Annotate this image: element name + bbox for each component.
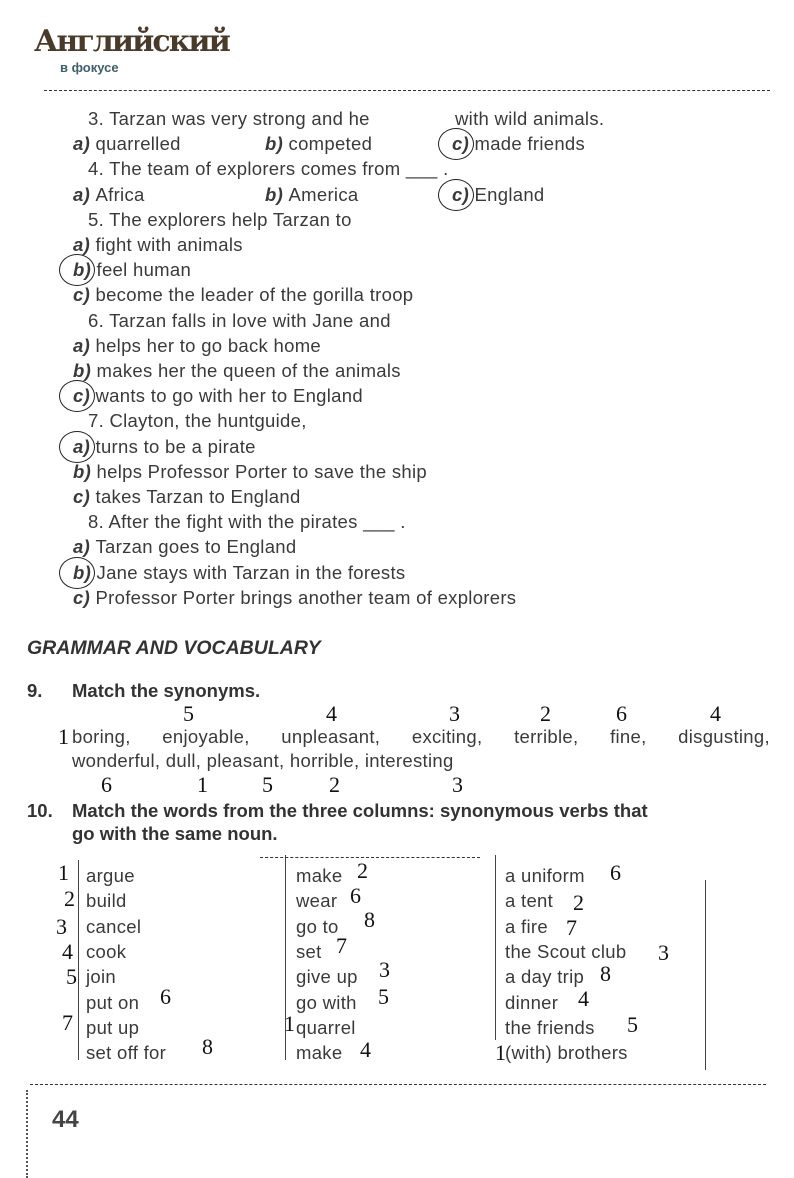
synonyms-line-2: wonderful, dull, pleasant, horrible, interesting xyxy=(72,750,454,771)
handwritten-number: 7 xyxy=(566,915,577,940)
option-letter: b) xyxy=(265,183,289,205)
option-text: takes Tarzan to England xyxy=(95,486,301,507)
footer-rule xyxy=(30,1084,766,1085)
question-text: 4. The team of explorers comes from ___ . xyxy=(88,158,449,180)
option-letter: b) xyxy=(73,561,97,583)
column-word: a uniform xyxy=(505,865,585,886)
handwritten-number: 4 xyxy=(360,1037,371,1062)
option-text: America xyxy=(288,183,359,205)
answer-option xyxy=(73,234,243,255)
answer-option xyxy=(73,360,401,381)
option-text: wants to go with her to England xyxy=(95,385,363,407)
option-text: helps her to go back home xyxy=(95,334,322,356)
column-divider xyxy=(705,880,706,1070)
answer-circle xyxy=(59,557,95,589)
question-text-end: with wild animals. xyxy=(455,108,605,129)
answer-option xyxy=(73,587,516,608)
handwritten-number: 5 xyxy=(183,701,194,726)
section-heading: GRAMMAR AND VOCABULARY xyxy=(27,637,321,659)
option-text: become the leader of the gorilla troop xyxy=(95,284,414,306)
answer-circle xyxy=(59,431,95,463)
answer-circle xyxy=(438,179,474,211)
handwritten-number: 6 xyxy=(101,772,112,797)
option-letter: a) xyxy=(73,133,96,155)
column-word: give up xyxy=(296,966,358,988)
handwritten-number: 5 xyxy=(378,984,389,1009)
option-letter: b) xyxy=(73,259,97,281)
synonym-word: disgusting, xyxy=(678,726,770,747)
option-text: competed xyxy=(288,133,373,155)
answer-circle xyxy=(59,254,95,286)
handwritten-number: 6 xyxy=(350,883,361,908)
column-word: go to xyxy=(296,915,339,937)
handwritten-number: 4 xyxy=(326,701,337,726)
option-letter: a) xyxy=(73,435,96,457)
column-word: cancel xyxy=(86,915,142,937)
answer-circle xyxy=(438,128,474,160)
option-text: makes her the queen of the animals xyxy=(96,360,401,381)
option-text: fight with animals xyxy=(95,234,243,255)
question-text: 8. After the fight with the pirates ___ . xyxy=(88,511,406,533)
column-word: build xyxy=(86,890,127,912)
task10-title-2: go with the same noun. xyxy=(72,823,278,844)
question-text: 7. Clayton, the huntguide, xyxy=(88,410,307,432)
column-word: quarrel xyxy=(296,1016,356,1038)
column-word: a fire xyxy=(505,915,548,937)
handwritten-number: 3 xyxy=(379,957,390,982)
question-text: 3. Tarzan was very strong and he xyxy=(88,108,370,129)
option-letter: c) xyxy=(73,586,96,608)
handwritten-number: 3 xyxy=(56,914,67,939)
column-word: set xyxy=(296,940,322,962)
column-word: a day trip xyxy=(505,966,585,988)
answer-option xyxy=(73,562,405,583)
handwritten-number: 8 xyxy=(202,1034,213,1059)
handwritten-number: 2 xyxy=(329,772,340,797)
option-letter: b) xyxy=(265,133,289,155)
answer-option xyxy=(73,284,413,305)
handwritten-number: 5 xyxy=(66,964,77,989)
handwritten-number: 3 xyxy=(658,940,669,965)
option-text: quarrelled xyxy=(95,133,181,155)
question-text: 6. Tarzan falls in love with Jane and xyxy=(88,309,391,331)
answer-option xyxy=(73,536,297,557)
option-letter: a) xyxy=(73,536,96,558)
task10-number: 10. xyxy=(27,800,53,821)
option-letter: c) xyxy=(452,183,475,205)
column-word: (with) brothers xyxy=(505,1042,628,1064)
option-text: Africa xyxy=(95,183,145,205)
column-divider xyxy=(78,860,79,1060)
handwritten-number: 4 xyxy=(62,939,73,964)
column-word: put on xyxy=(86,991,140,1013)
synonym-word: unpleasant, xyxy=(281,726,381,747)
synonym-word: terrible, xyxy=(514,726,579,747)
column-word: make xyxy=(296,1042,343,1064)
column-word: argue xyxy=(86,865,135,886)
option-text: made friends xyxy=(474,133,586,155)
margin-dots xyxy=(26,1090,28,1178)
handwritten-number: 1 xyxy=(197,772,208,797)
logo-subtitle: в фокусе xyxy=(60,60,119,75)
option-letter: c) xyxy=(73,385,96,407)
handwritten-number: 6 xyxy=(616,701,627,726)
column-word: make xyxy=(296,865,343,886)
handwritten-number: 8 xyxy=(364,907,375,932)
column-word: wear xyxy=(296,890,338,912)
page-number: 44 xyxy=(52,1106,79,1133)
handwritten-number: 7 xyxy=(336,933,347,958)
task9-number: 9. xyxy=(27,680,43,701)
option-text: Professor Porter brings another team of explorers xyxy=(95,586,517,608)
option-letter: a) xyxy=(73,234,96,255)
synonym-word: exciting, xyxy=(411,726,483,747)
handwritten-number: 1 xyxy=(495,1040,506,1065)
option-letter: c) xyxy=(73,486,96,507)
answer-option xyxy=(265,184,358,205)
column-word: dinner xyxy=(505,991,559,1013)
option-letter: b) xyxy=(73,460,97,482)
handwritten-number: 3 xyxy=(452,772,463,797)
option-letter: a) xyxy=(73,183,96,205)
handwritten-number: 2 xyxy=(540,701,551,726)
option-text: Tarzan goes to England xyxy=(95,536,297,558)
logo-title: Английский xyxy=(34,24,229,59)
handwritten-number: 1 xyxy=(58,860,69,885)
handwritten-number: 1 xyxy=(284,1011,295,1036)
handwritten-number: 6 xyxy=(610,860,621,885)
handwritten-number: 4 xyxy=(710,701,721,726)
handwritten-number: 3 xyxy=(449,701,460,726)
table-top-rule xyxy=(260,857,480,858)
answer-option xyxy=(73,436,256,457)
option-letter: b) xyxy=(73,360,97,381)
handwritten-number: 2 xyxy=(573,890,584,915)
column-word: cook xyxy=(86,940,127,962)
handwritten-number: 2 xyxy=(357,858,368,883)
synonyms-line-1 xyxy=(72,726,770,747)
synonym-word: boring, xyxy=(72,726,131,747)
column-divider xyxy=(495,855,496,1040)
answer-option xyxy=(73,461,427,482)
answer-option xyxy=(73,133,181,154)
option-letter: a) xyxy=(73,334,96,356)
answer-option xyxy=(265,133,372,154)
answer-option xyxy=(73,335,321,356)
task9-title: Match the synonyms. xyxy=(72,680,261,701)
column-word: set off for xyxy=(86,1042,167,1064)
header-rule xyxy=(44,90,770,91)
column-word: join xyxy=(86,966,116,988)
answer-circle xyxy=(59,380,95,412)
answer-option xyxy=(73,486,301,507)
option-letter: c) xyxy=(452,133,475,155)
option-letter: c) xyxy=(73,284,96,306)
option-text: Jane stays with Tarzan in the forests xyxy=(96,561,406,583)
synonym-word: fine, xyxy=(610,726,647,747)
option-text: feel human xyxy=(96,259,192,281)
column-word: the Scout club xyxy=(505,940,627,962)
handwritten-number: 8 xyxy=(600,961,611,986)
handwritten-number: 5 xyxy=(262,772,273,797)
handwritten-number: 1 xyxy=(58,724,69,749)
answer-option xyxy=(73,385,363,406)
handwritten-number: 5 xyxy=(627,1012,638,1037)
handwritten-number: 2 xyxy=(64,886,75,911)
handwritten-number: 4 xyxy=(578,986,589,1011)
column-word: the friends xyxy=(505,1016,595,1038)
option-text: England xyxy=(474,183,545,205)
column-word: a tent xyxy=(505,890,554,912)
column-word: put up xyxy=(86,1016,140,1038)
answer-option xyxy=(73,184,145,205)
option-text: turns to be a pirate xyxy=(95,435,256,457)
question-text: 5. The explorers help Tarzan to xyxy=(88,208,352,230)
handwritten-number: 6 xyxy=(160,984,171,1009)
task10-title-1: Match the words from the three columns: synonymous verbs that xyxy=(72,800,648,821)
synonym-word: enjoyable, xyxy=(162,726,250,747)
column-word: go with xyxy=(296,991,357,1013)
handwritten-number: 7 xyxy=(62,1010,73,1035)
option-text: helps Professor Porter to save the ship xyxy=(96,460,427,482)
